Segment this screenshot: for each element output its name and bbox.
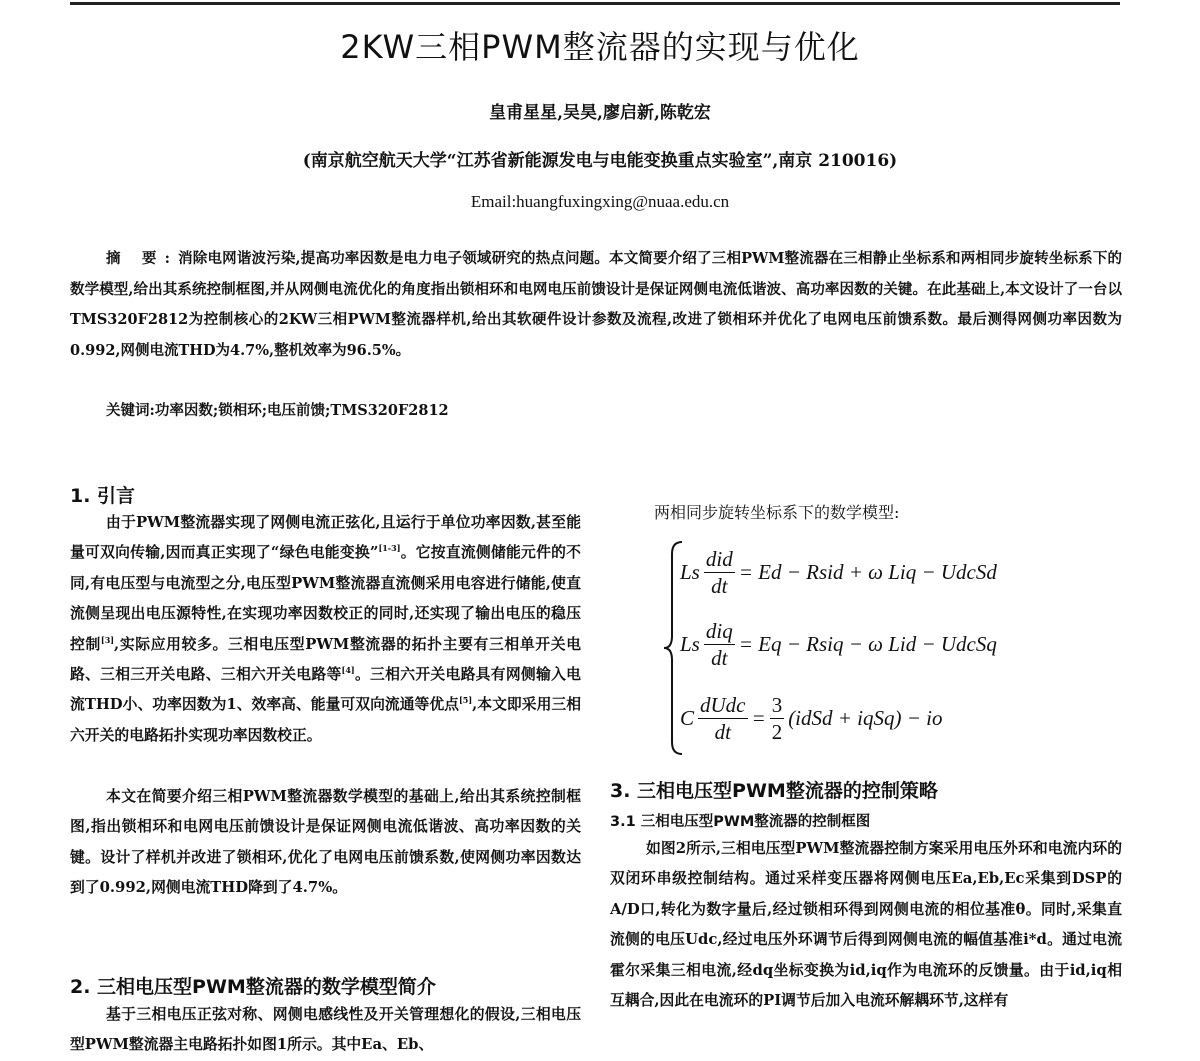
paper-title: 2KW三相PWM整流器的实现与优化 (340, 28, 860, 66)
equation-1: Ls $\frac{\text{did}}{dt}$ = Ed − Rsid + ω Liq − UdcSd (680, 547, 997, 598)
abstract-text: 消除电网谐波污染,提高功率因数是电力电子领域研究的热点问题。本文简要介绍了三相PWM整流器在三相静止坐标系和两相同步旋转坐标系下的数学模型,给出其系统控制框图,并从网侧电流优化的角度指出锁相环和电网电压前馈设计是保证网侧电流低谐波、高功率因数的关键。在此基础上,本文设计了一台以TMS320F2812为控制核心的2KW三相PWM整流器样机,给出其软硬件设计参数及流程,改进了锁相环并优化了电网电压前馈系数。最后测得网侧功率因数为0.992,网侧电流THD为4.7%,整机效率为96.5%。 (70, 250, 1122, 359)
abstract-label: 摘 要: (106, 250, 178, 267)
equation-2: Ls $\frac{\text{diq}}{dt}$ = Eq − Rsiq − ω Lid − UdcSq (680, 619, 997, 670)
author-list: 皇甫星星,吴昊,廖启新,陈乾宏 (489, 103, 711, 123)
email-line: Email:huangfuxingxing@nuaa.edu.cn (470, 192, 730, 211)
section-2-heading: 2. 三相电压型PWM整流器的数学模型简介 (70, 976, 436, 998)
abstract (70, 244, 1122, 366)
section-3-heading: 3. 三相电压型PWM整流器的控制策略 (610, 780, 938, 802)
section-1-paragraph-1: 由于PWM整流器实现了网侧电流正弦化,且运行于单位功率因数,甚至能量可双向传输,因而真正实现了“绿色电能变换”[1-3]。它按直流侧储能元件的不同,有电压型与电流型之分,电压型PWM整流器直流侧采用电容进行储能,使直流侧呈现出电压源特性,在实现功率因数校正的同时,还实现了输出电压的稳压控制[3],实际应用较多。三相电压型PWM整流器的拓扑主要有三相单开关电路、三相三开关电路、三相六开关电路等[4]。三相六开关电路具有网侧输入电流THD小、功率因数为1、效率高、能量可双向流通等优点[5],本文即采用三相六开关的电路拓扑实现功率因数校正。 (70, 514, 582, 744)
equation-3: C $\frac{\text{dUdc}}{dt}$ = $\frac{3}{2}$ (idSd + iqSq) − io (680, 693, 943, 744)
section-1-paragraph-2: 本文在简要介绍三相PWM整流器数学模型的基础上,给出其系统控制框图,指出锁相环和电网电压前馈设计是保证网侧电流低谐波、高功率因数的关键。设计了样机并改进了锁相环,优化了电网电压前馈系数,使网侧功率因数达到了0.992,网侧电流THD降到了4.7%。 (70, 788, 581, 897)
keywords: 关键词:功率因数;锁相环;电压前馈;TMS320F2812 (106, 402, 449, 419)
top-rule (70, 2, 1120, 5)
affiliation: (南京航空航天大学“江苏省新能源发电与电能变换重点实验室”,南京 210016) (302, 151, 898, 171)
equation-intro: 两相同步旋转坐标系下的数学模型: (654, 503, 900, 522)
section-3-1-heading: 3.1 三相电压型PWM整流器的控制框图 (610, 814, 871, 830)
section-1-heading: 1. 引言 (70, 485, 136, 507)
section-2-paragraph-1: 基于三相电压正弦对称、网侧电感线性及开关管理想化的假设,三相电压型PWM整流器主电路拓扑如图1所示。其中Ea、Eb、 (70, 1006, 581, 1054)
section-3-paragraph-1: 如图2所示,三相电压型PWM整流器控制方案采用电压外环和电流内环的双闭环串级控制结构。通过采样变压器将网侧电压Ea,Eb,Ec采集到DSP的A/D口,转化为数字量后,经过锁相环得到网侧电流的相位基准θ。同时,采集直流侧的电压Udc,经过电压外环调节后得到网侧电流的幅值基准i*d。通过电流霍尔采集三相电流,经dq坐标变换为id,iq作为电流环的反馈量。由于id,iq相互耦合,因此在电流环的PI调节后加入电流环解耦环节,这样有 (610, 840, 1122, 1010)
